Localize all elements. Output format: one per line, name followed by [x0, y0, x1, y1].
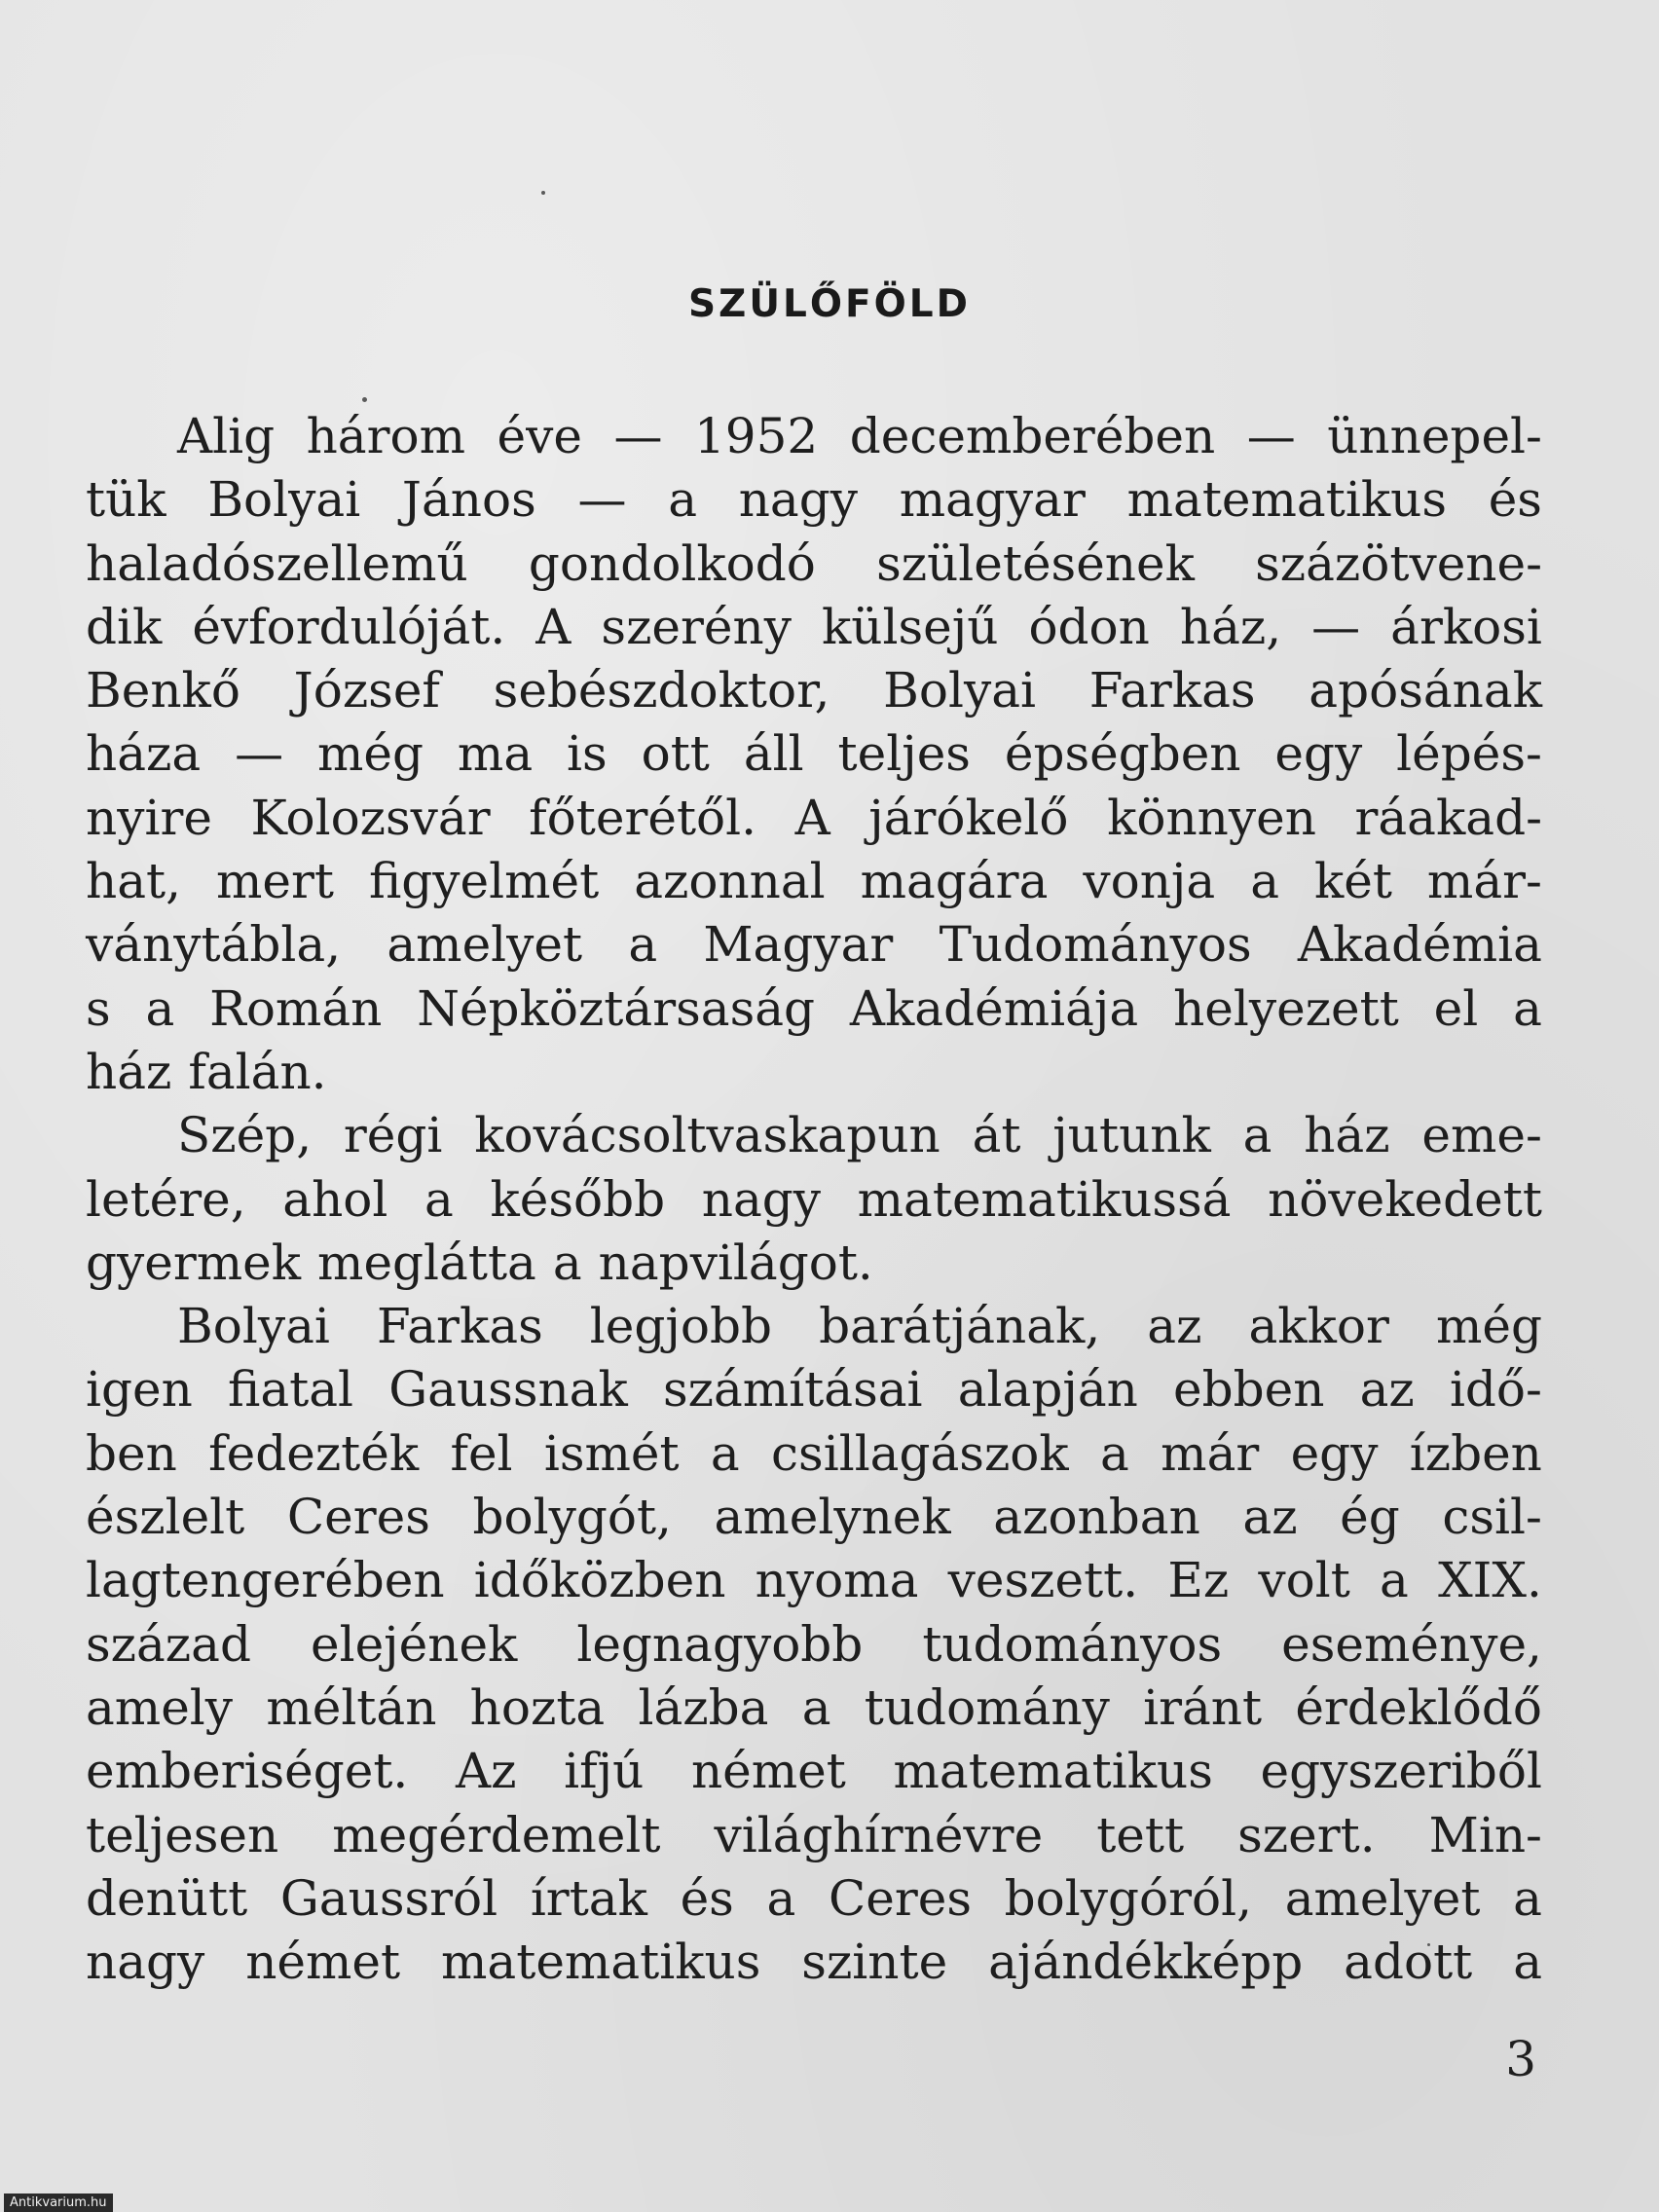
- word: ódon: [1028, 598, 1150, 655]
- word: Bolyai: [207, 471, 361, 529]
- word: bolygóról,: [1004, 1869, 1253, 1927]
- word: háza: [86, 725, 202, 783]
- word: kovácsoltvaskapun: [474, 1107, 940, 1164]
- word: ott: [641, 725, 710, 783]
- word: dik: [86, 598, 163, 655]
- word: régi: [343, 1107, 443, 1164]
- word: akkor: [1248, 1298, 1389, 1355]
- word: fedezték: [208, 1424, 420, 1482]
- text-line: [86, 787, 1542, 850]
- word: és: [680, 1869, 734, 1927]
- word: letére,: [86, 1170, 246, 1228]
- word: növekedett: [1268, 1170, 1542, 1228]
- word: volt: [1258, 1552, 1350, 1609]
- word: Tudományos: [939, 916, 1252, 974]
- word: amelyet: [1284, 1869, 1481, 1927]
- word: —: [613, 408, 663, 464]
- word: —: [235, 725, 284, 783]
- word: —: [1246, 408, 1296, 464]
- word: idő-: [1449, 1361, 1542, 1419]
- word: hozta: [469, 1678, 606, 1736]
- word: időközben: [473, 1552, 726, 1609]
- word: Gaussnak: [388, 1361, 628, 1419]
- word: a: [628, 916, 658, 974]
- word: százötvene-: [1255, 535, 1542, 592]
- word: napvilágot.: [598, 1234, 873, 1291]
- word: teljesen: [86, 1806, 279, 1863]
- word: a: [1100, 1424, 1129, 1482]
- watermark: Antikvarium.hu: [4, 2194, 113, 2212]
- word: bolygót,: [472, 1489, 672, 1546]
- word: ég: [1340, 1489, 1400, 1546]
- text-line: [86, 1422, 1542, 1486]
- word: át: [972, 1107, 1021, 1164]
- word: ványtábla,: [86, 916, 342, 974]
- word: eseménye,: [1281, 1615, 1542, 1673]
- word: a: [424, 1170, 454, 1228]
- word: lázba: [638, 1678, 769, 1736]
- word: mert: [215, 853, 334, 910]
- word: el: [1433, 979, 1479, 1037]
- text-line: [86, 1358, 1542, 1421]
- word: ifjú: [564, 1743, 645, 1800]
- word: még: [316, 725, 424, 783]
- word: ahol: [282, 1170, 388, 1228]
- text-line: [86, 850, 1542, 913]
- word: apósának: [1309, 662, 1542, 719]
- word: Gaussról: [279, 1869, 498, 1927]
- word: észlelt: [86, 1489, 245, 1546]
- word: lépés-: [1396, 725, 1542, 783]
- word: a: [1380, 1552, 1409, 1609]
- word: szerény: [601, 598, 792, 655]
- word: három: [306, 408, 466, 464]
- word: XIX.: [1438, 1552, 1542, 1609]
- word: azonnal: [634, 853, 826, 910]
- word: 1952: [693, 408, 819, 464]
- word: éve: [497, 408, 582, 464]
- word: a: [1242, 1107, 1272, 1164]
- word: ünnepel-: [1327, 408, 1542, 464]
- paper-speck: [362, 397, 367, 402]
- word: csillagászok: [771, 1424, 1069, 1482]
- word: már-: [1426, 853, 1542, 910]
- word: nagy: [738, 471, 858, 529]
- word: méltán: [266, 1678, 437, 1736]
- word: magyar: [899, 471, 1086, 529]
- word: barátjának,: [819, 1298, 1101, 1355]
- word: Kolozsvár: [250, 789, 491, 846]
- word: —: [577, 471, 627, 529]
- text-line: [86, 1931, 1542, 1994]
- word: hat,: [86, 853, 181, 910]
- paper-speck: [541, 191, 545, 195]
- word: matematikus: [441, 1934, 761, 1991]
- word: német: [690, 1743, 846, 1800]
- word: egy: [1290, 1424, 1379, 1482]
- word: a: [801, 1678, 831, 1736]
- word: gyermek: [86, 1234, 302, 1291]
- word: ebben: [1173, 1361, 1325, 1419]
- word: gondolkodó: [528, 535, 816, 592]
- word: ráakad-: [1354, 789, 1542, 846]
- word: szinte: [801, 1934, 948, 1991]
- word: vonja: [1083, 853, 1216, 910]
- word: főterétől.: [529, 789, 757, 846]
- word: teljes: [837, 725, 971, 783]
- text-line: [86, 659, 1542, 722]
- text-line: [86, 1168, 1542, 1232]
- word: csil-: [1442, 1489, 1542, 1546]
- word: Farkas: [376, 1298, 543, 1355]
- word: Ceres: [286, 1489, 430, 1546]
- text-line: [86, 1295, 1542, 1358]
- word: legnagyobb: [576, 1615, 864, 1673]
- word: magára: [860, 853, 1049, 910]
- word: ízben: [1409, 1424, 1542, 1482]
- text-line: [86, 1867, 1542, 1931]
- word: János: [401, 471, 536, 529]
- text-line: [86, 533, 1542, 596]
- word: az: [1242, 1489, 1298, 1546]
- word: elejének: [310, 1615, 518, 1673]
- word: amelyet: [387, 916, 583, 974]
- word: Magyar: [703, 916, 894, 974]
- word: számításai: [662, 1361, 923, 1419]
- word: a: [1250, 853, 1279, 910]
- word: két: [1313, 853, 1392, 910]
- word: tudományos: [922, 1615, 1223, 1673]
- text-line: [86, 1804, 1542, 1867]
- word: a: [552, 1234, 582, 1291]
- text-line: [86, 1613, 1542, 1677]
- word: nagy: [701, 1170, 822, 1228]
- word: járókelő: [868, 789, 1069, 846]
- word: egyszeriből: [1260, 1743, 1542, 1800]
- word: a: [145, 979, 175, 1037]
- word: a: [668, 471, 697, 529]
- word: nagy: [86, 1934, 205, 1991]
- word: Akadémiája: [849, 979, 1139, 1037]
- page-number: 3: [1505, 2031, 1536, 2087]
- word: helyezett: [1173, 979, 1399, 1037]
- word: ajándékképp: [988, 1934, 1304, 1991]
- word: külsejű: [821, 598, 999, 655]
- word: iránt: [1143, 1678, 1263, 1736]
- word: lagtengerében: [86, 1552, 445, 1609]
- word: matematikus: [893, 1743, 1213, 1800]
- word: írtak: [530, 1869, 647, 1927]
- word: A: [794, 789, 830, 846]
- word: német: [245, 1934, 401, 1991]
- word: és: [1488, 471, 1542, 529]
- chapter-title: SZÜLŐFÖLD: [687, 282, 972, 326]
- word: az: [1359, 1361, 1415, 1419]
- text-line: [86, 1041, 1542, 1104]
- text-line: [86, 1104, 1542, 1167]
- text-line: [86, 405, 1542, 468]
- word: jutunk: [1052, 1107, 1211, 1164]
- word: nyire: [86, 789, 212, 846]
- word: legjobb: [589, 1298, 773, 1355]
- word: falán.: [188, 1043, 327, 1100]
- word: József: [293, 662, 440, 719]
- word: Ez: [1167, 1552, 1230, 1609]
- word: matematikus: [1126, 471, 1447, 529]
- text-line: [86, 977, 1542, 1041]
- word: áll: [743, 725, 804, 783]
- text-line: [86, 1740, 1542, 1803]
- word: az: [1147, 1298, 1202, 1355]
- word: amely: [86, 1678, 234, 1736]
- word: azonban: [993, 1489, 1200, 1546]
- word: Bolyai: [883, 662, 1037, 719]
- word: később: [490, 1170, 666, 1228]
- word: —: [1311, 598, 1361, 655]
- word: Benkő: [86, 662, 240, 719]
- body-text: [86, 405, 1542, 1994]
- word: Román: [209, 979, 383, 1037]
- word: nyoma: [755, 1552, 919, 1609]
- word: Min-: [1428, 1806, 1542, 1863]
- word: tük: [86, 471, 166, 529]
- word: Alig: [177, 408, 276, 464]
- word: Népköztársaság: [417, 979, 816, 1037]
- word: eme-: [1421, 1107, 1542, 1164]
- word: is: [567, 725, 608, 783]
- word: sebészdoktor,: [493, 662, 830, 719]
- word: Az: [455, 1743, 517, 1800]
- word: A: [535, 598, 571, 655]
- word: s: [86, 979, 111, 1037]
- word: ház: [1304, 1107, 1390, 1164]
- word: tett: [1096, 1806, 1185, 1863]
- word: világhírnévre: [714, 1806, 1044, 1863]
- word: ma: [457, 725, 534, 783]
- word: árkosi: [1390, 598, 1542, 655]
- word: Bolyai: [177, 1298, 330, 1355]
- word: fiatal: [227, 1361, 354, 1419]
- text-line: [86, 1677, 1542, 1740]
- word: szert.: [1237, 1806, 1376, 1863]
- word: matematikussá: [857, 1170, 1232, 1228]
- word: figyelmét: [368, 853, 600, 910]
- word: a: [1513, 1869, 1542, 1927]
- word: a: [1513, 979, 1542, 1037]
- word: adott: [1344, 1934, 1473, 1991]
- word: Farkas: [1088, 662, 1256, 719]
- word: ház,: [1179, 598, 1282, 655]
- word: alapján: [957, 1361, 1138, 1419]
- word: megérdemelt: [332, 1806, 661, 1863]
- word: Ceres: [828, 1869, 972, 1927]
- word: még: [1435, 1298, 1542, 1355]
- word: egy: [1274, 725, 1363, 783]
- text-line: [86, 1232, 1542, 1295]
- word: a: [710, 1424, 740, 1482]
- word: épségben: [1004, 725, 1241, 783]
- word: Szép,: [177, 1107, 313, 1164]
- word: decemberében: [849, 408, 1216, 464]
- word: könnyen: [1107, 789, 1316, 846]
- text-line: [86, 468, 1542, 532]
- word: ház: [86, 1043, 172, 1100]
- word: fel: [450, 1424, 513, 1482]
- text-line: [86, 1486, 1542, 1549]
- word: a: [766, 1869, 796, 1927]
- word: születésének: [876, 535, 1195, 592]
- word: igen: [86, 1361, 193, 1419]
- word: emberiséget.: [86, 1743, 409, 1800]
- word: ben: [86, 1424, 177, 1482]
- word: ismét: [543, 1424, 680, 1482]
- word: denütt: [86, 1869, 248, 1927]
- word: évfordulóját.: [192, 598, 506, 655]
- word: a: [1513, 1934, 1542, 1991]
- word: veszett.: [947, 1552, 1139, 1609]
- text-line: [86, 913, 1542, 977]
- text-line: [86, 596, 1542, 659]
- word: Akadémia: [1297, 916, 1542, 974]
- word: amelynek: [714, 1489, 951, 1546]
- word: már: [1161, 1424, 1260, 1482]
- word: meglátta: [317, 1234, 536, 1291]
- word: érdeklődő: [1295, 1678, 1542, 1736]
- word: század: [86, 1615, 251, 1673]
- text-line: [86, 1549, 1542, 1612]
- text-line: [86, 722, 1542, 786]
- word: haladószellemű: [86, 535, 468, 592]
- word: tudomány: [864, 1678, 1110, 1736]
